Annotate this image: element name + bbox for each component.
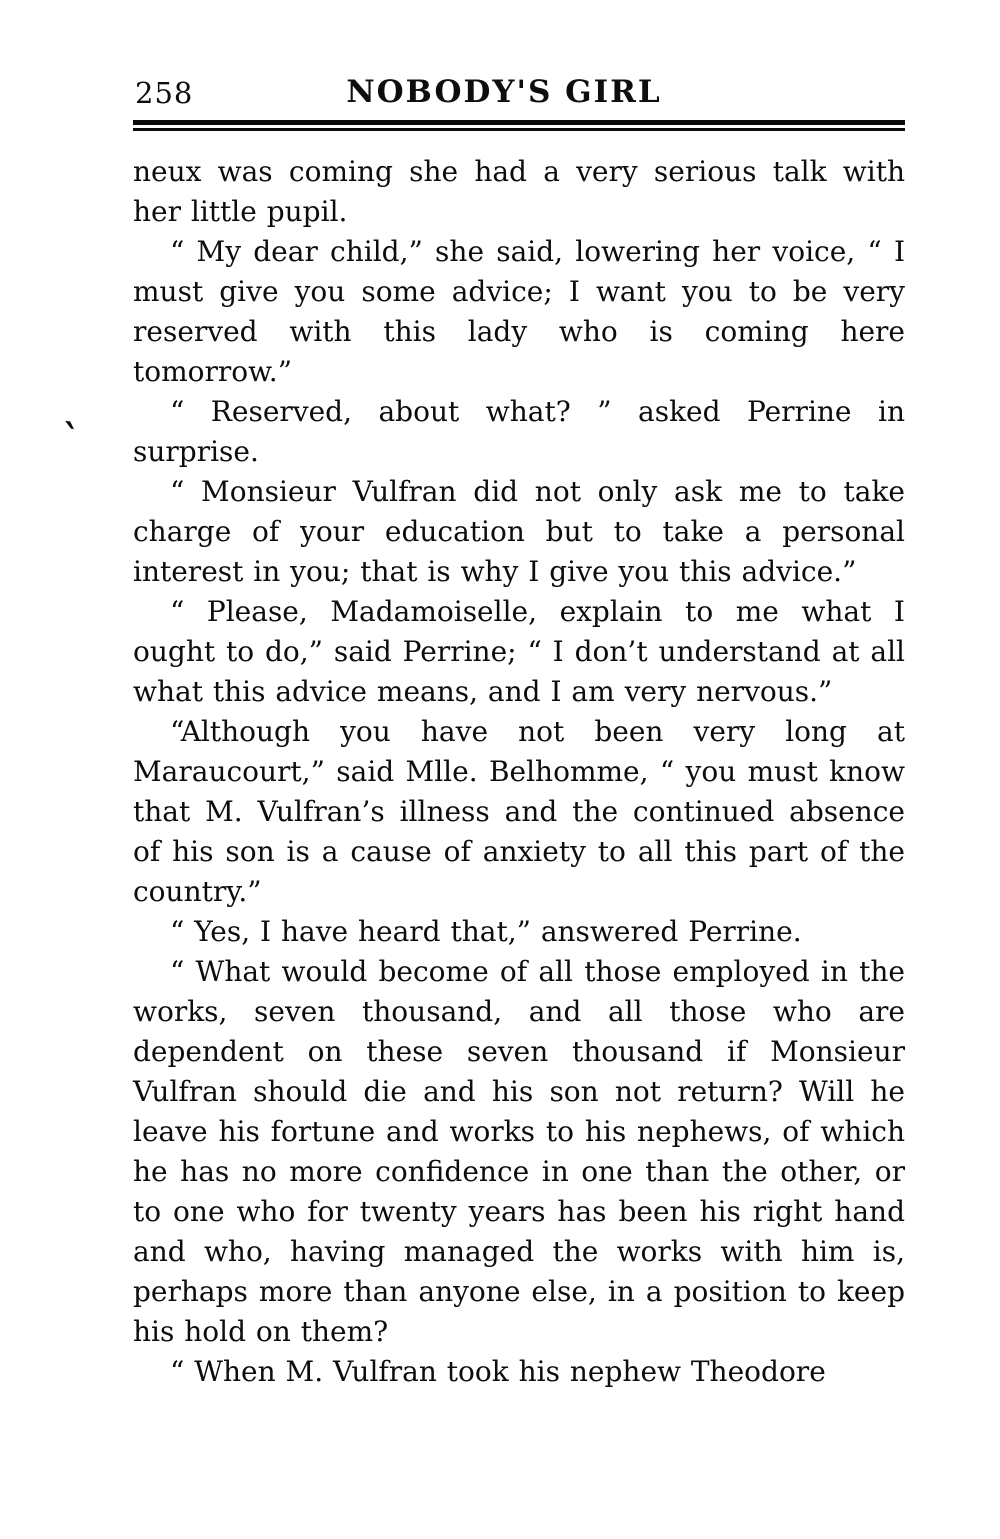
paragraph: “ When M. Vulfran took his nephew Theodore xyxy=(170,1355,826,1388)
paragraph: “ Please, Madamoiselle, explain to me what I ought to do,” said Perrine; “ I don’t understand at all what this advice means, and I am very nervous.” xyxy=(133,595,905,708)
page-header xyxy=(133,74,905,114)
body-text xyxy=(133,152,905,1392)
page-title: NOBODY'S GIRL xyxy=(346,74,662,110)
paragraph: “ My dear child,” she said, lowering her voice, “ I must give you some advice; I want you to be very reserved with this lady who is coming here tomorrow.” xyxy=(133,235,905,388)
paragraph: neux was coming she had a very serious talk with her little pupil. xyxy=(133,155,905,228)
paragraph: “ Yes, I have heard that,” answered Perrine. xyxy=(170,915,802,948)
paragraph: “ What would become of all those employed in the works, seven thousand, and all those who are dependent on these seven thousand if Monsieur Vulfran should die and his son not return? Will he leave his fortune and works to his nephews, of which he has no more confidence in one than the other, or to one who for twenty years has been his right hand and who, having managed the works with him is, perhaps more than anyone else, in a position to keep his hold on them? xyxy=(133,955,905,1348)
book-page xyxy=(133,74,905,1392)
page-number: 258 xyxy=(135,76,194,110)
paragraph: “Although you have not been very long at Maraucourt,” said Mlle. Belhomme, “ you must know that M. Vulfran’s illness and the continued absence of his son is a cause of anxiety to all this part of the country.” xyxy=(133,715,905,908)
header-double-rule xyxy=(133,120,905,131)
paragraph: “ Monsieur Vulfran did not only ask me to take charge of your education but to take a personal interest in you; that is why I give you this advice.” xyxy=(133,475,905,588)
paragraph: “ Reserved, about what? ” asked Perrine in surprise. xyxy=(133,395,905,468)
margin-stray-mark: ` xyxy=(56,414,83,463)
